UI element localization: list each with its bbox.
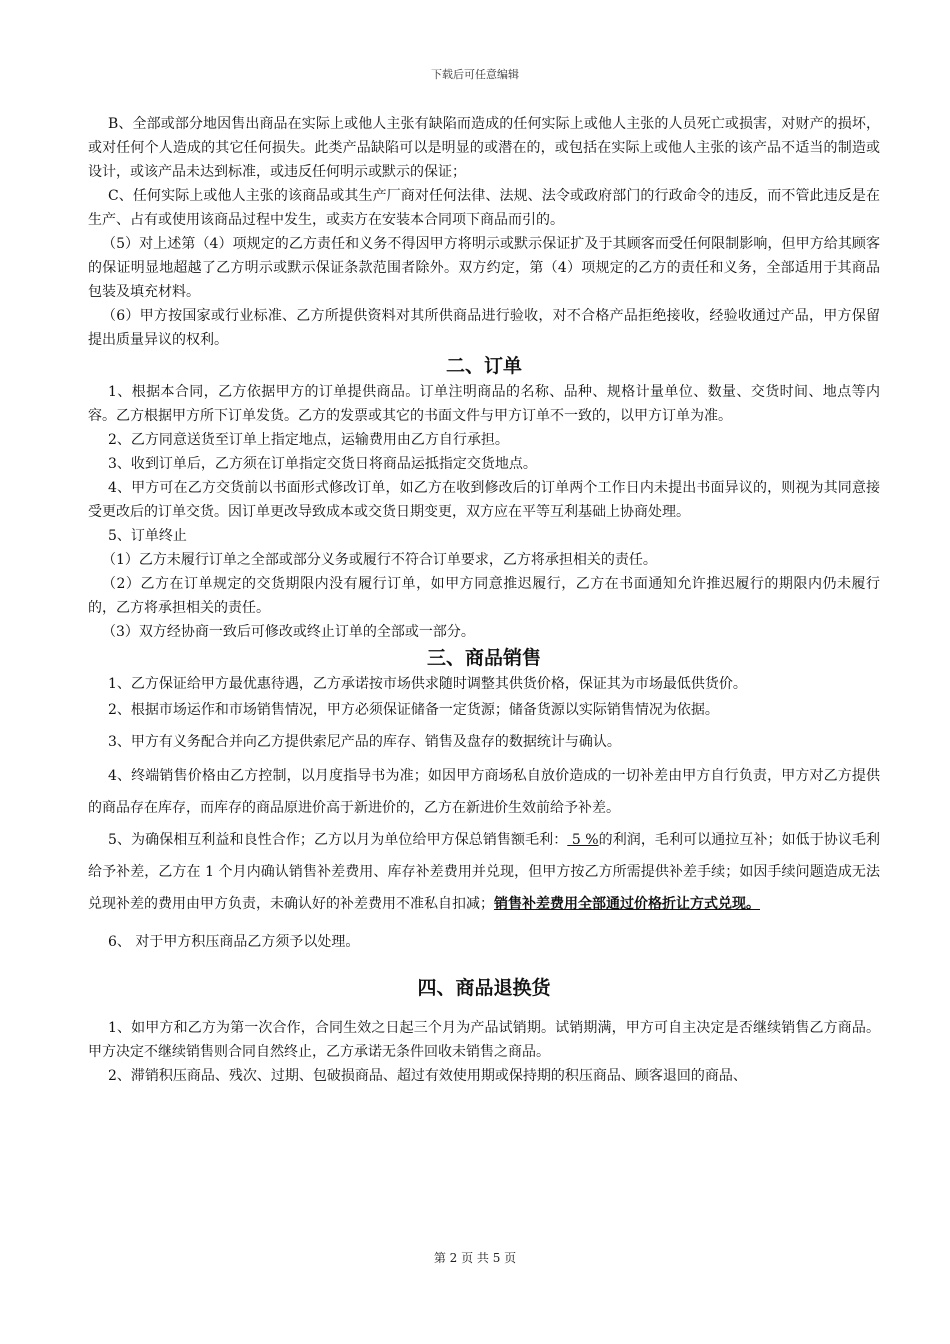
sales-clause-4: 4、终端销售价格由乙方控制，以月度指导书为准；如因甲方商场私自放价造成的一切补差由甲方自行负责，甲方对乙方提供的商品存在库存，而库存的商品原进价高于新进价的，乙方在新进价生效前给予补差。 <box>88 768 880 816</box>
returns-clause-2: 2、滞销积压商品、残次、过期、包破损商品、超过有效使用期或保持期的积压商品、顾客退回的商品、 <box>108 1068 747 1084</box>
section-heading-sales: 三、商品销售 <box>426 647 541 669</box>
returns-clause-1: 1、如甲方和乙方为第一次合作，合同生效之日起三个月为产品试销期。试销期满，甲方可自主决定是否继续销售乙方商品。甲方决定不继续销售则合同自然终止，乙方承诺无条件回收未销售之商品。 <box>88 1020 880 1060</box>
order-clause-5-1: （1）乙方未履行订单之全部或部分义务或履行不符合订单要求，乙方将承担相关的责任。 <box>102 552 657 568</box>
document-body <box>88 112 880 1088</box>
sales-clause-5-text-b: 的利润，毛利可以通拉互补；如低于协议毛利给予补差，乙方在 1 个月内确认销售补差费用、库存补差费用并兑现，但甲方按乙方所需提供补差手续；如因手续问题造成无法兑现补差的费用由甲方负责，未确认好的补差费用不准私自扣减； <box>88 832 881 912</box>
order-clause-3: 3、收到订单后，乙方须在订单指定交货日将商品运抵指定交货地点。 <box>108 456 537 472</box>
sales-clause-5-emphasis: 销售补差费用全部通过价格折让方式兑现。 <box>494 896 760 912</box>
paragraph-b: B、全部或部分地因售出商品在实际上或他人主张有缺陷而造成的任何实际上或他人主张的人员死亡或损害，对财产的损坏，或对任何个人造成的其它任何损失。此类产品缺陷可以是明显的或潜在的，或包括在实际上或他人主张的该产品不适当的制造或设计，或该产品未达到标准，或违反任何明示或默示的保证； <box>88 116 880 180</box>
sales-clause-2: 2、根据市场运作和市场销售情况，甲方必须保证储备一定货源；储备货源以实际销售情况为依据。 <box>108 702 719 718</box>
page-footer: 第 2 页 共 5 页 <box>433 1251 517 1265</box>
paragraph-item-5: （5）对上述第（4）项规定的乙方责任和义务不得因甲方将明示或默示保证扩及于其顾客而受任何限制影响，但甲方给其顾客的保证明显地超越了乙方明示或默示保证条款范围者除外。双方约定，第（4）项规定的乙方的责任和义务，全部适用于其商品包装及填充材料。 <box>88 236 880 300</box>
paragraph-c: C、任何实际上或他人主张的该商品或其生产厂商对任何法律、法规、法令或政府部门的行政命令的违反，而不管此违反是在生产、占有或使用该商品过程中发生，或卖方在安装本合同项下商品而引的。 <box>88 188 880 228</box>
order-clause-5-3: （3）双方经协商一致后可修改或终止订单的全部或一部分。 <box>102 624 475 640</box>
order-clause-5: 5、订单终止 <box>108 528 187 544</box>
profit-percentage: 5 % <box>567 832 599 848</box>
sales-clause-6: 6、 对于甲方积压商品乙方须予以处理。 <box>108 934 360 950</box>
order-clause-2: 2、乙方同意送货至订单上指定地点，运输费用由乙方自行承担。 <box>108 432 509 448</box>
paragraph-item-6: （6）甲方按国家或行业标准、乙方所提供资料对其所供商品进行验收，对不合格产品拒绝接收，经验收通过产品，甲方保留提出质量异议的权利。 <box>88 308 880 348</box>
page-header: 下载后可任意编辑 <box>431 68 519 81</box>
sales-clause-5-text-a: 5、为确保相互利益和良性合作；乙方以月为单位给甲方保总销售额毛利： <box>108 832 568 848</box>
order-clause-5-2: （2）乙方在订单规定的交货期限内没有履行订单，如甲方同意推迟履行，乙方在书面通知允许推迟履行的期限内仍未履行的，乙方将承担相关的责任。 <box>88 576 880 616</box>
order-clause-1: 1、根据本合同，乙方依据甲方的订单提供商品。订单注明商品的名称、品种、规格计量单位、数量、交货时间、地点等内容。乙方根据甲方所下订单发货。乙方的发票或其它的书面文件与甲方订单不一致的，以甲方订单为准。 <box>88 384 880 424</box>
section-heading-returns: 四、商品退换货 <box>417 977 551 999</box>
sales-clause-3: 3、甲方有义务配合并向乙方提供索尼产品的库存、销售及盘存的数据统计与确认。 <box>108 734 621 750</box>
order-clause-4: 4、甲方可在乙方交货前以书面形式修改订单，如乙方在收到修改后的订单两个工作日内未提出书面异议的，则视为其同意接受更改后的订单交货。因订单更改导致成本或交货日期变更，双方应在平等互利基础上协商处理。 <box>88 480 880 520</box>
section-heading-order: 二、订单 <box>445 355 522 377</box>
sales-clause-5 <box>88 824 880 920</box>
sales-clause-1: 1、乙方保证给甲方最优惠待遇，乙方承诺按市场供求随时调整其供货价格，保证其为市场最低供货价。 <box>108 676 747 692</box>
